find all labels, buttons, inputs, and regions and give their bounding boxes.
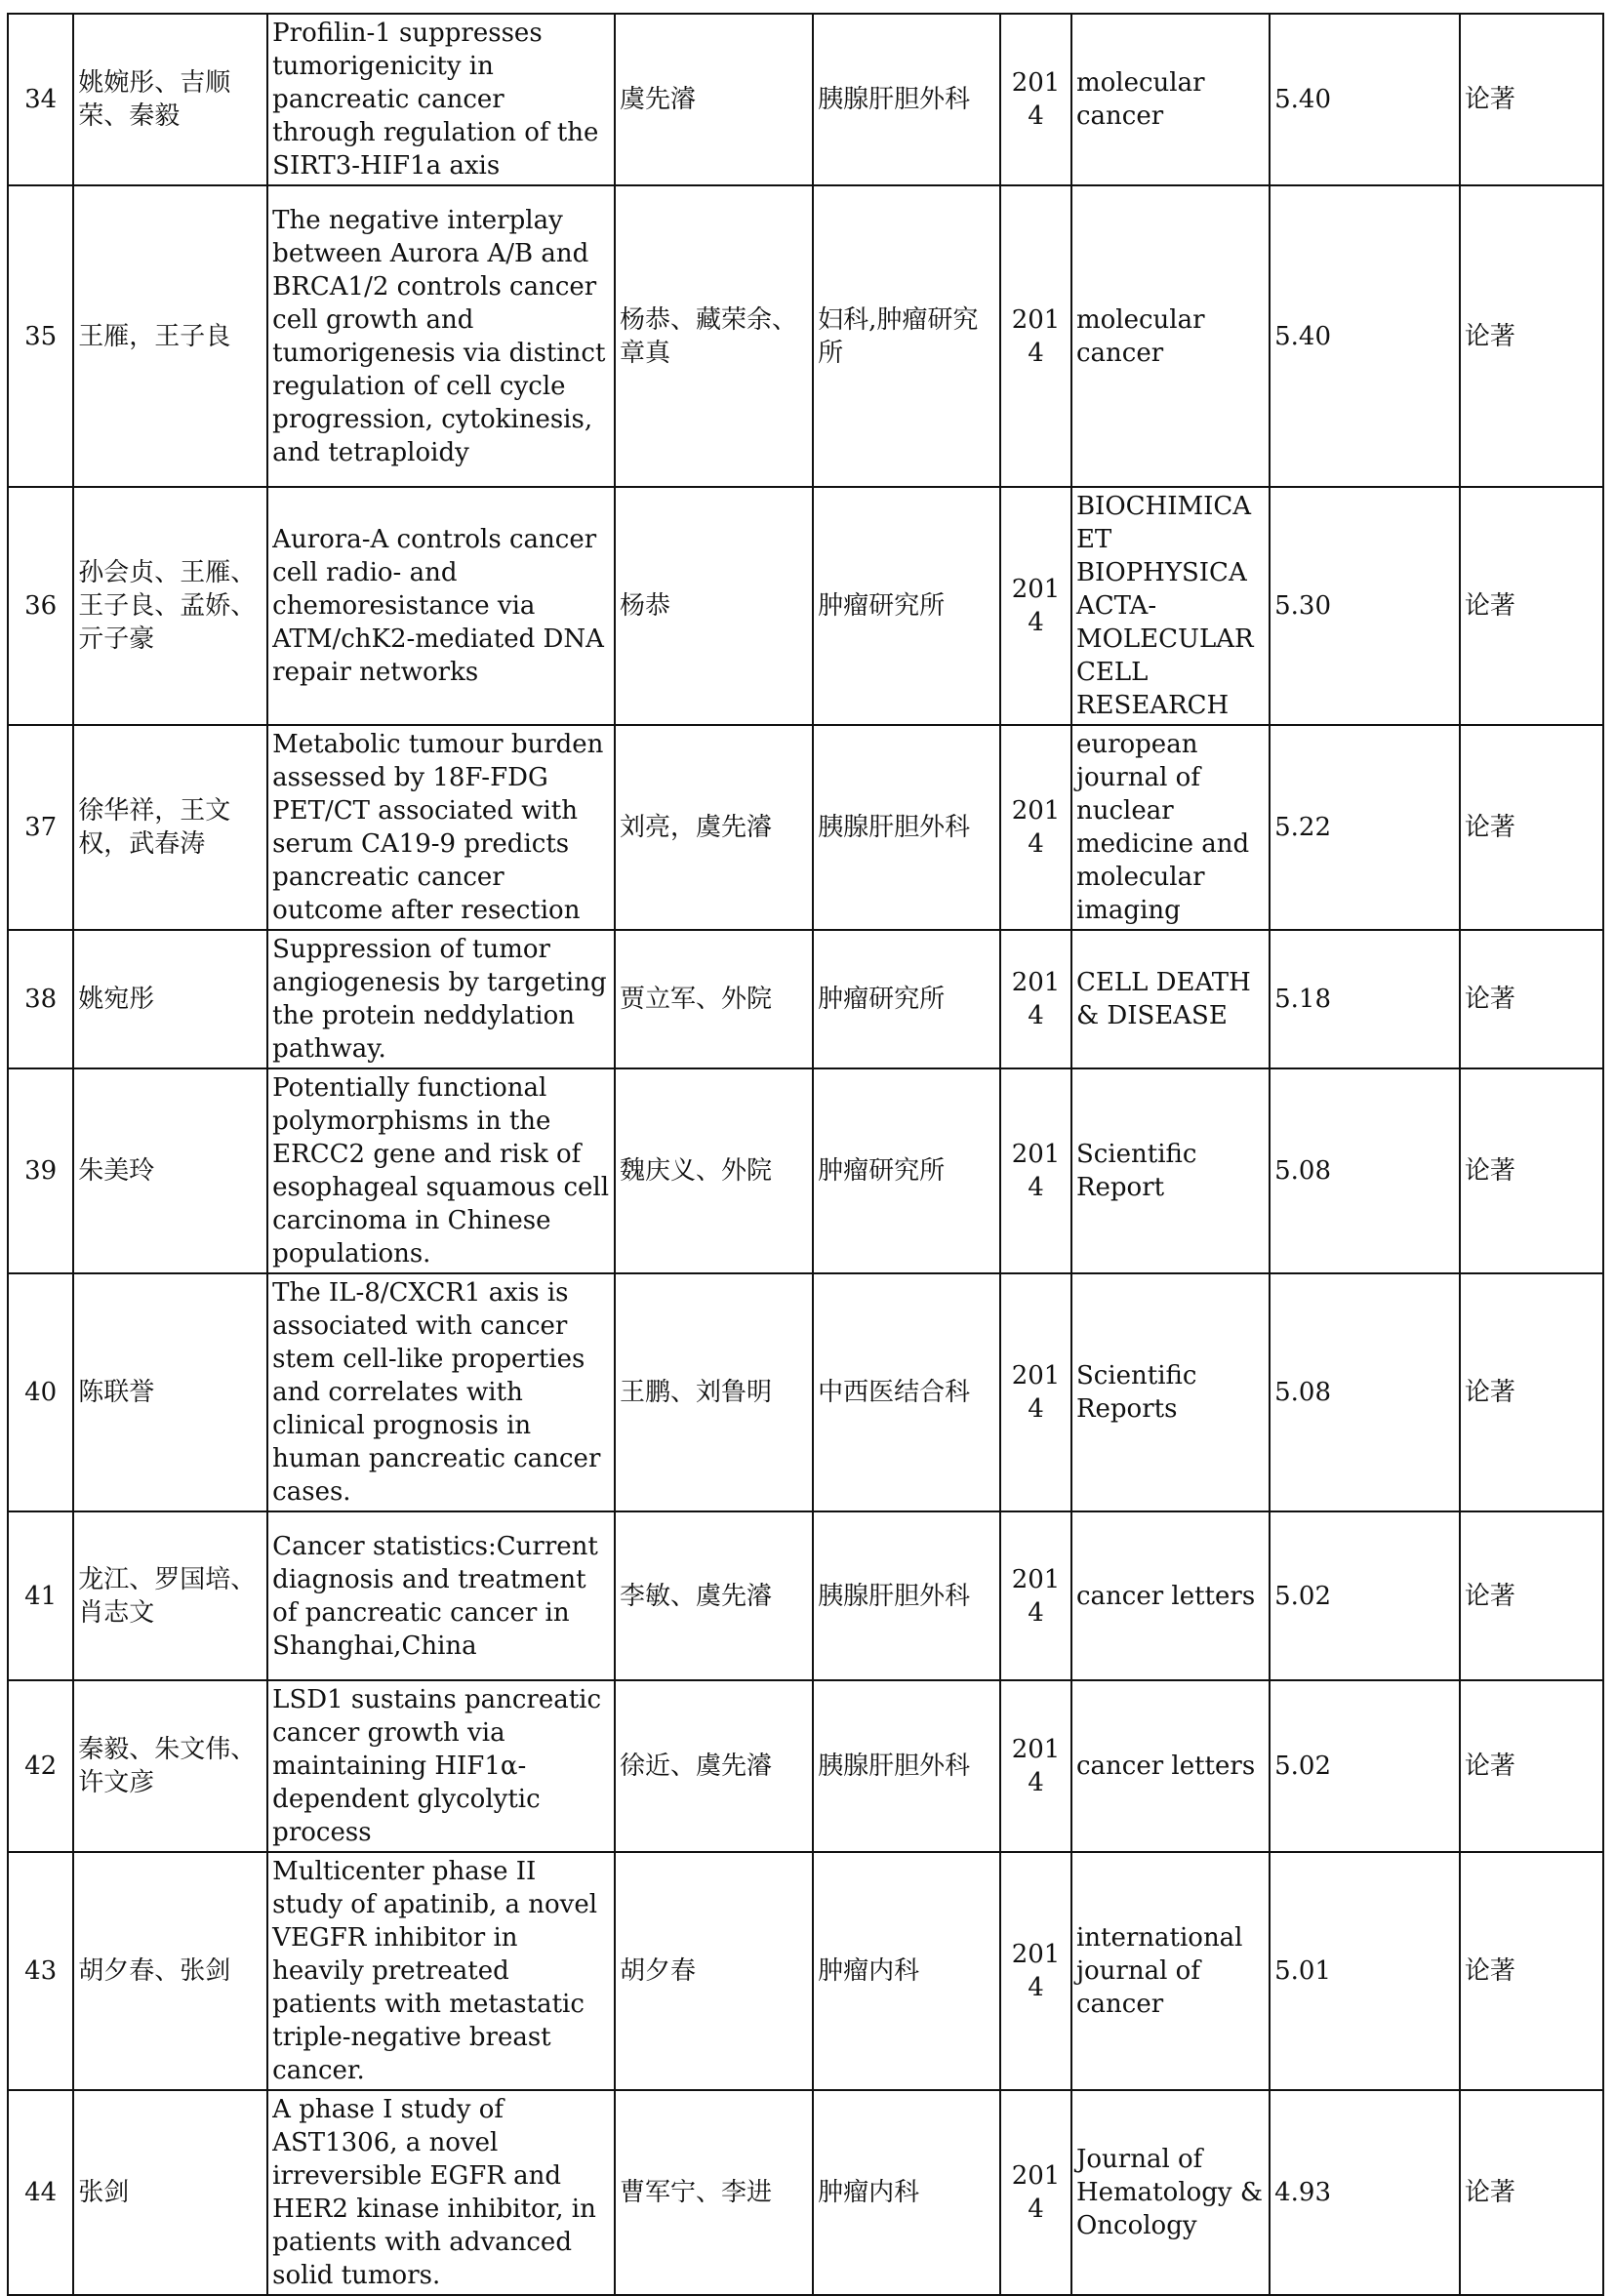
impact-factor-cell: 5.40 [1270, 14, 1460, 185]
article-type-cell: 论著 [1460, 930, 1603, 1068]
year-cell: 2014 [1000, 2090, 1071, 2295]
impact-factor-cell: 5.30 [1270, 487, 1460, 725]
article-type-cell: 论著 [1460, 1511, 1603, 1680]
department-cell: 胰腺肝胆外科 [813, 14, 1000, 185]
article-type-cell: 论著 [1460, 1852, 1603, 2090]
year-cell: 2014 [1000, 1852, 1071, 2090]
impact-factor-cell: 5.01 [1270, 1852, 1460, 2090]
journal-cell: cancer letters [1071, 1680, 1270, 1852]
title-cell: Profilin-1 suppresses tumorigenicity in pancreatic cancer through regulation of the SIRT3-HIF1a axis [267, 14, 615, 185]
journal-cell: Journal of Hematology & Oncology [1071, 2090, 1270, 2295]
authors-cell: 姚宛彤 [73, 930, 267, 1068]
department-cell: 肿瘤内科 [813, 1852, 1000, 2090]
row-number: 35 [8, 185, 73, 487]
row-number: 44 [8, 2090, 73, 2295]
title-cell: Multicenter phase II study of apatinib, a novel VEGFR inhibitor in heavily pretreated patients with metastatic triple-negative breast cancer. [267, 1852, 615, 2090]
department-cell: 胰腺肝胆外科 [813, 1680, 1000, 1852]
table-row [8, 1852, 1603, 2090]
journal-cell: european journal of nuclear medicine and molecular imaging [1071, 725, 1270, 930]
department-cell: 肿瘤研究所 [813, 487, 1000, 725]
corresponding-author-cell: 杨恭、藏荣余、章真 [615, 185, 813, 487]
publication-table [7, 13, 1604, 2296]
journal-cell: international journal of cancer [1071, 1852, 1270, 2090]
title-cell: Aurora-A controls cancer cell radio- and chemoresistance via ATM/chK2-mediated DNA repair networks [267, 487, 615, 725]
corresponding-author-cell: 贾立军、外院 [615, 930, 813, 1068]
impact-factor-cell: 5.02 [1270, 1511, 1460, 1680]
row-number: 38 [8, 930, 73, 1068]
journal-cell: BIOCHIMICA ET BIOPHYSICA ACTA-MOLECULAR CELL RESEARCH [1071, 487, 1270, 725]
authors-cell: 龙江、罗国培、肖志文 [73, 1511, 267, 1680]
table-row [8, 1680, 1603, 1852]
corresponding-author-cell: 胡夕春 [615, 1852, 813, 2090]
year-cell: 2014 [1000, 1068, 1071, 1273]
department-cell: 胰腺肝胆外科 [813, 1511, 1000, 1680]
department-cell: 肿瘤研究所 [813, 1068, 1000, 1273]
journal-cell: molecular cancer [1071, 185, 1270, 487]
authors-cell: 孙会贞、王雁、王子良、孟娇、亓子豪 [73, 487, 267, 725]
corresponding-author-cell: 王鹏、刘鲁明 [615, 1273, 813, 1511]
row-number: 34 [8, 14, 73, 185]
impact-factor-cell: 5.08 [1270, 1273, 1460, 1511]
table-row [8, 1068, 1603, 1273]
row-number: 36 [8, 487, 73, 725]
journal-cell: Scientific Report [1071, 1068, 1270, 1273]
article-type-cell: 论著 [1460, 1680, 1603, 1852]
title-cell: Metabolic tumour burden assessed by 18F-FDG PET/CT associated with serum CA19-9 predicts pancreatic cancer outcome after resection [267, 725, 615, 930]
journal-cell: CELL DEATH & DISEASE [1071, 930, 1270, 1068]
row-number: 39 [8, 1068, 73, 1273]
row-number: 43 [8, 1852, 73, 2090]
authors-cell: 王雁，王子良 [73, 185, 267, 487]
year-cell: 2014 [1000, 185, 1071, 487]
department-cell: 肿瘤研究所 [813, 930, 1000, 1068]
year-cell: 2014 [1000, 930, 1071, 1068]
authors-cell: 秦毅、朱文伟、许文彦 [73, 1680, 267, 1852]
authors-cell: 胡夕春、张剑 [73, 1852, 267, 2090]
year-cell: 2014 [1000, 725, 1071, 930]
article-type-cell: 论著 [1460, 1273, 1603, 1511]
impact-factor-cell: 5.18 [1270, 930, 1460, 1068]
corresponding-author-cell: 曹军宁、李进 [615, 2090, 813, 2295]
authors-cell: 朱美玲 [73, 1068, 267, 1273]
article-type-cell: 论著 [1460, 2090, 1603, 2295]
year-cell: 2014 [1000, 14, 1071, 185]
title-cell: Potentially functional polymorphisms in the ERCC2 gene and risk of esophageal squamous cell carcinoma in Chinese populations. [267, 1068, 615, 1273]
corresponding-author-cell: 杨恭 [615, 487, 813, 725]
year-cell: 2014 [1000, 487, 1071, 725]
table-row [8, 185, 1603, 487]
corresponding-author-cell: 李敏、虞先濬 [615, 1511, 813, 1680]
article-type-cell: 论著 [1460, 185, 1603, 487]
year-cell: 2014 [1000, 1273, 1071, 1511]
impact-factor-cell: 5.08 [1270, 1068, 1460, 1273]
year-cell: 2014 [1000, 1511, 1071, 1680]
article-type-cell: 论著 [1460, 725, 1603, 930]
title-cell: A phase I study of AST1306, a novel irreversible EGFR and HER2 kinase inhibitor, in patients with advanced solid tumors. [267, 2090, 615, 2295]
journal-cell: cancer letters [1071, 1511, 1270, 1680]
article-type-cell: 论著 [1460, 487, 1603, 725]
title-cell: The IL-8/CXCR1 axis is associated with cancer stem cell-like properties and correlates with clinical prognosis in human pancreatic cancer cases. [267, 1273, 615, 1511]
row-number: 37 [8, 725, 73, 930]
title-cell: Cancer statistics:Current diagnosis and treatment of pancreatic cancer in Shanghai,China [267, 1511, 615, 1680]
department-cell: 中西医结合科 [813, 1273, 1000, 1511]
table-body [8, 14, 1603, 2295]
article-type-cell: 论著 [1460, 14, 1603, 185]
impact-factor-cell: 4.93 [1270, 2090, 1460, 2295]
corresponding-author-cell: 魏庆义、外院 [615, 1068, 813, 1273]
impact-factor-cell: 5.22 [1270, 725, 1460, 930]
department-cell: 妇科,肿瘤研究所 [813, 185, 1000, 487]
table-row [8, 2090, 1603, 2295]
authors-cell: 张剑 [73, 2090, 267, 2295]
title-cell: Suppression of tumor angiogenesis by targeting the protein neddylation pathway. [267, 930, 615, 1068]
authors-cell: 陈联誉 [73, 1273, 267, 1511]
title-cell: The negative interplay between Aurora A/B and BRCA1/2 controls cancer cell growth and tumorigenesis via distinct regulation of cell cycle progression, cytokinesis, and tetraploidy [267, 185, 615, 487]
corresponding-author-cell: 徐近、虞先濬 [615, 1680, 813, 1852]
authors-cell: 徐华祥，王文权，武春涛 [73, 725, 267, 930]
article-type-cell: 论著 [1460, 1068, 1603, 1273]
table-row [8, 1273, 1603, 1511]
row-number: 41 [8, 1511, 73, 1680]
impact-factor-cell: 5.02 [1270, 1680, 1460, 1852]
row-number: 40 [8, 1273, 73, 1511]
department-cell: 胰腺肝胆外科 [813, 725, 1000, 930]
table-row [8, 725, 1603, 930]
table-row [8, 1511, 1603, 1680]
table-row [8, 930, 1603, 1068]
row-number: 42 [8, 1680, 73, 1852]
impact-factor-cell: 5.40 [1270, 185, 1460, 487]
table-row [8, 487, 1603, 725]
table-row [8, 14, 1603, 185]
corresponding-author-cell: 刘亮，虞先濬 [615, 725, 813, 930]
department-cell: 肿瘤内科 [813, 2090, 1000, 2295]
year-cell: 2014 [1000, 1680, 1071, 1852]
title-cell: LSD1 sustains pancreatic cancer growth via maintaining HIF1α-dependent glycolytic process [267, 1680, 615, 1852]
corresponding-author-cell: 虞先濬 [615, 14, 813, 185]
authors-cell: 姚婉彤、吉顺荣、秦毅 [73, 14, 267, 185]
journal-cell: Scientific Reports [1071, 1273, 1270, 1511]
journal-cell: molecular cancer [1071, 14, 1270, 185]
